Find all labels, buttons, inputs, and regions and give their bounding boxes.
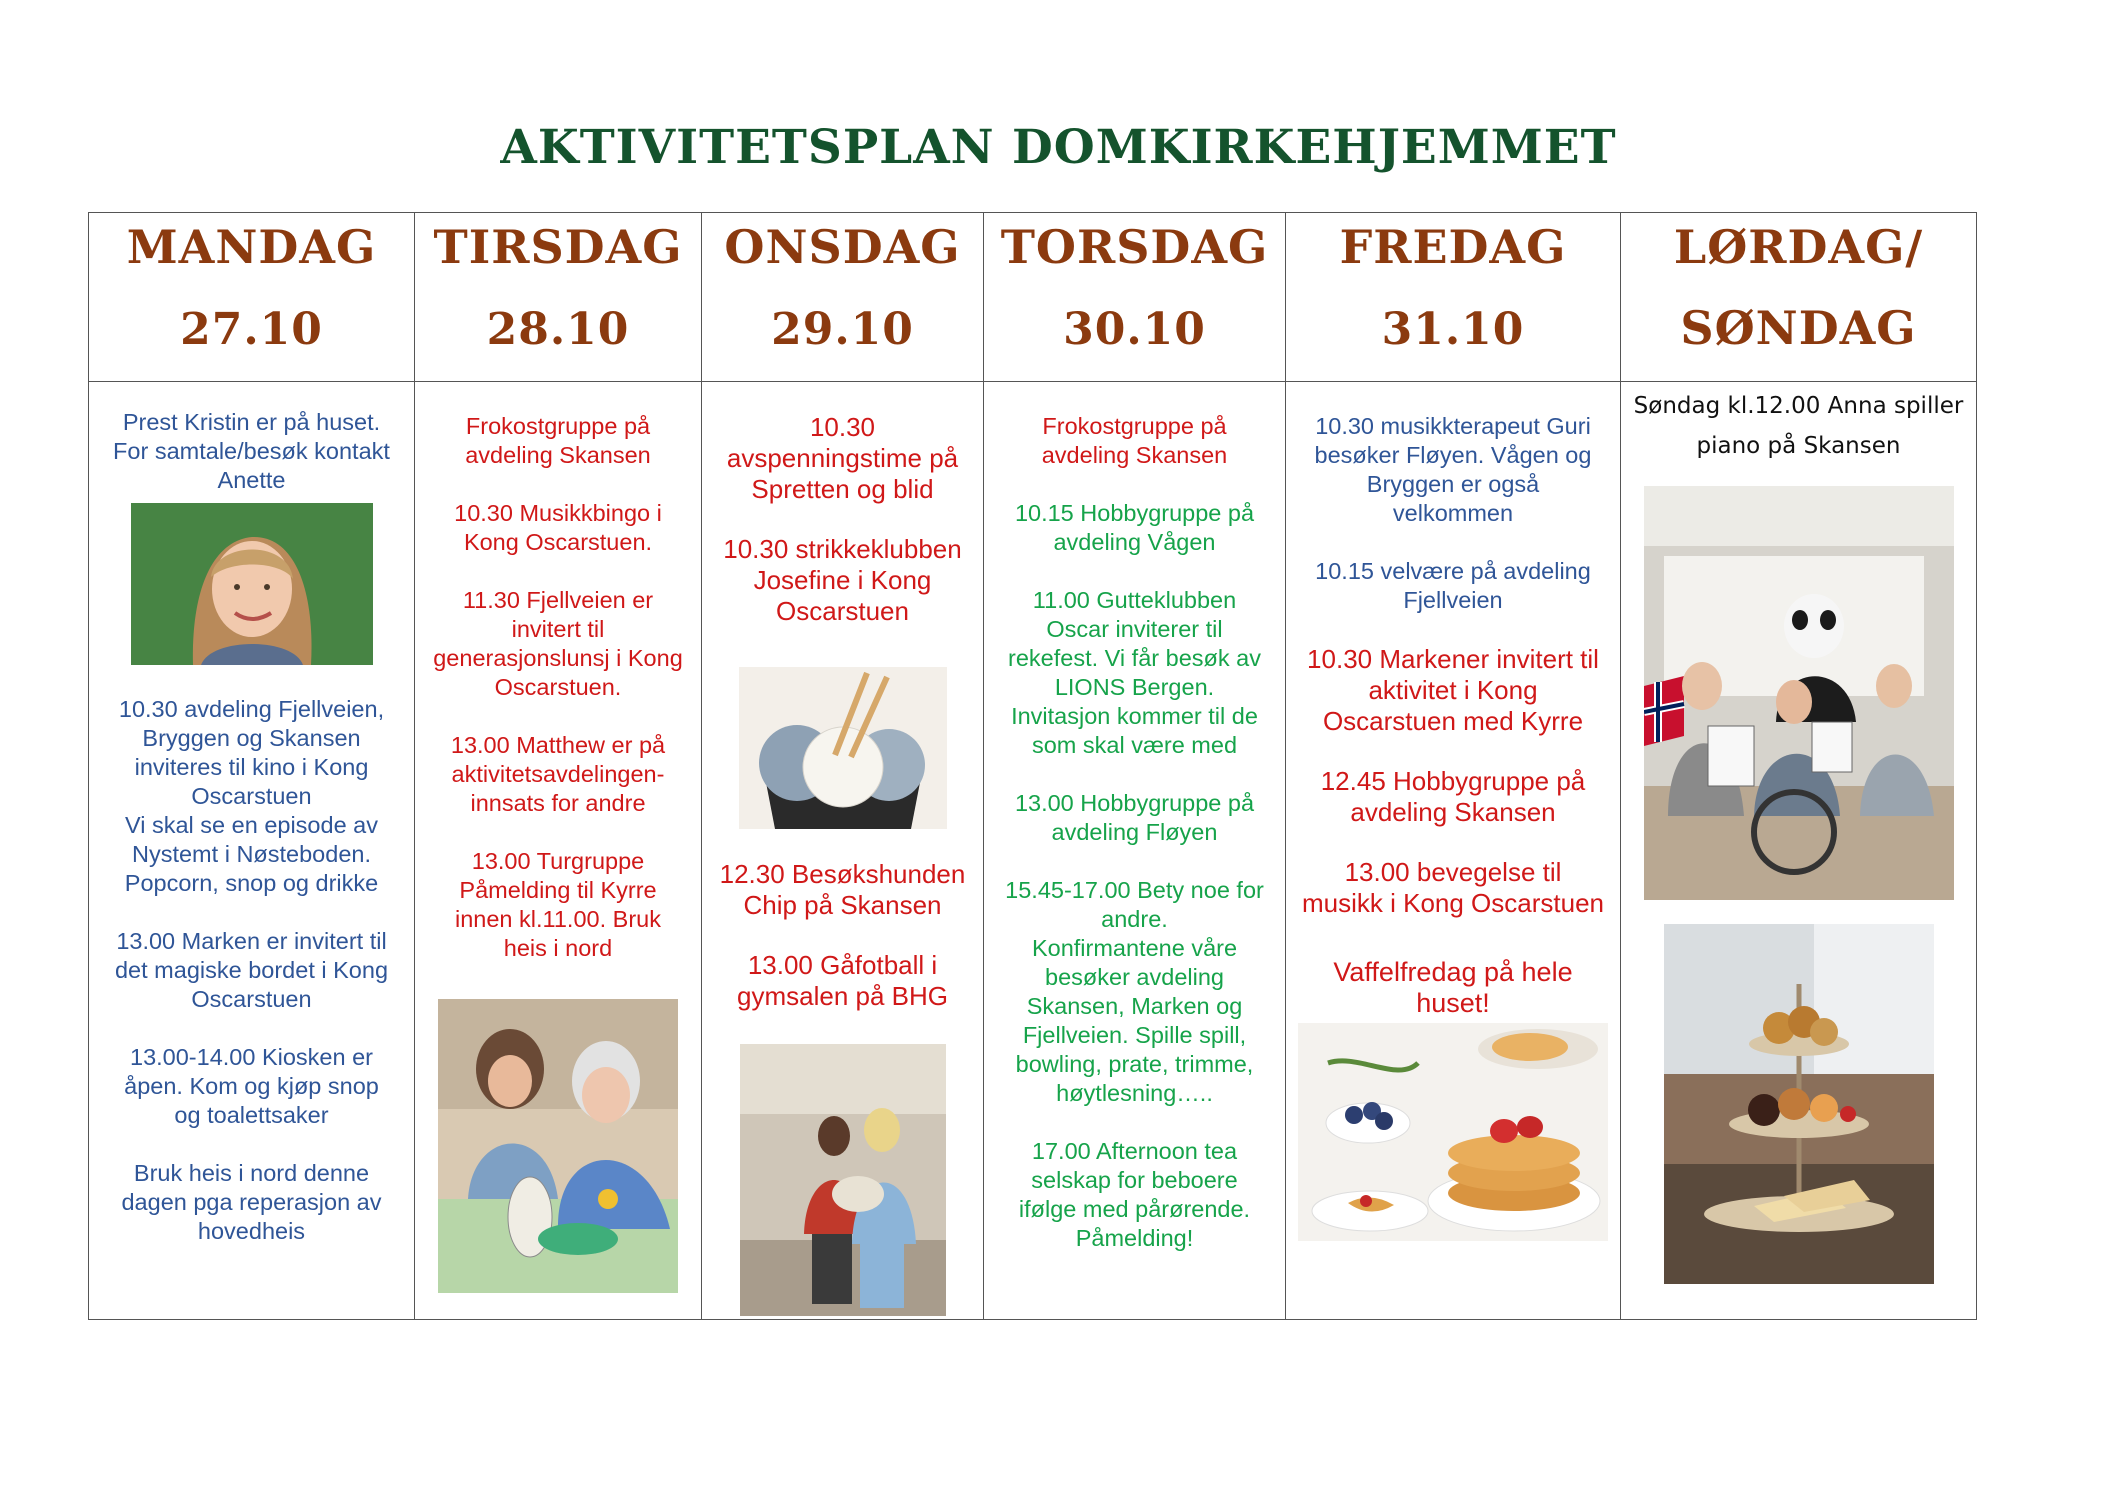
activity-plan-table bbox=[88, 212, 1977, 1320]
day-header-row bbox=[89, 213, 1977, 382]
wednesday-besokshund: 12.30 Besøkshunden Chip på Skansen bbox=[719, 859, 966, 920]
tuesday-cell bbox=[415, 382, 702, 1320]
wednesday-cell bbox=[702, 382, 984, 1320]
activities-row bbox=[89, 382, 1977, 1320]
monday-kino: 10.30 avdeling Fjellveien, Bryggen og Skansen inviteres til kino i Kong Oscarstuen Vi skal se en episode av Nystemt i Nøsteboden. Popcorn, snop og drikke bbox=[118, 696, 385, 896]
cake-stand-photo bbox=[1664, 924, 1934, 1284]
friday-vaffelfredag: Vaffelfredag på hele huset! bbox=[1333, 957, 1573, 1018]
day-name: LØRDAG/ bbox=[1673, 220, 1924, 274]
day-name: MANDAG bbox=[126, 220, 377, 274]
priest-portrait-photo bbox=[131, 503, 373, 665]
header-weekend bbox=[1621, 213, 1977, 382]
waffles-photo bbox=[1298, 1023, 1608, 1241]
monday-cell bbox=[89, 382, 415, 1320]
tuesday-matthew: 13.00 Matthew er på aktivitetsavdelingen- innsats for andre bbox=[450, 732, 666, 816]
wednesday-gafotball: 13.00 Gåfotball i gymsalen på BHG bbox=[737, 950, 948, 1011]
day-name: TIRSDAG bbox=[433, 220, 683, 274]
monday-heis: Bruk heis i nord denne dagen pga reperasjon av hovedheis bbox=[121, 1160, 382, 1244]
thursday-hobby-floyen: 13.00 Hobbygruppe på avdeling Fløyen bbox=[1014, 790, 1255, 845]
friday-musikkterapeut: 10.30 musikkterapeut Guri besøker Fløyen. Vågen og Bryggen er også velkommen bbox=[1314, 413, 1592, 526]
tuesday-lunsj: 11.30 Fjellveien er invitert til generasjonslunsj i Kong Oscarstuen. bbox=[433, 587, 683, 700]
knitting-yarn-photo bbox=[739, 667, 947, 829]
day-date: 30.10 bbox=[1063, 303, 1206, 355]
day-date: 29.10 bbox=[771, 303, 914, 355]
day-name: ONSDAG bbox=[724, 220, 961, 274]
wednesday-strikk: 10.30 strikkeklubben Josefine i Kong Oscarstuen bbox=[723, 534, 962, 626]
weekend-piano: Søndag kl.12.00 Anna spiller piano på Skansen bbox=[1633, 393, 1964, 459]
thursday-konfirmanter: 15.45-17.00 Bety noe for andre. Konfirmantene våre besøker avdeling Skansen, Marken og Fjellveien. Spille spill, bowling, prate, trimme, høytlesning….. bbox=[1005, 877, 1264, 1106]
monday-kiosk: 13.00-14.00 Kiosken er åpen. Kom og kjøp snop og toalettsaker bbox=[124, 1044, 379, 1128]
thursday-gutteklubben: 11.00 Gutteklubben Oscar inviterer til rekefest. Vi får besøk av LIONS Bergen. Invitasjon kommer til de som skal være med bbox=[1008, 587, 1261, 758]
wednesday-avspenning: 10.30 avspenningstime på Spretten og blid bbox=[726, 412, 959, 504]
header-friday bbox=[1286, 213, 1621, 382]
day-name: FREDAG bbox=[1339, 220, 1567, 274]
residents-photo bbox=[1644, 486, 1954, 900]
tuesday-frokost: Frokostgruppe på avdeling Skansen bbox=[465, 413, 651, 468]
day-date: SØNDAG bbox=[1680, 300, 1917, 355]
header-tuesday bbox=[415, 213, 702, 382]
day-date: 28.10 bbox=[486, 303, 630, 355]
tuesday-turgruppe: 13.00 Turgruppe Påmelding til Kyrre innen kl.11.00. Bruk heis i nord bbox=[455, 848, 661, 961]
friday-velvaere: 10.15 velvære på avdeling Fjellveien bbox=[1315, 558, 1591, 613]
day-name: TORSDAG bbox=[1000, 220, 1269, 274]
tuesday-bingo: 10.30 Musikkbingo i Kong Oscarstuen. bbox=[454, 500, 662, 555]
thursday-hobby-vagen: 10.15 Hobbygruppe på avdeling Vågen bbox=[1014, 500, 1255, 555]
friday-cell bbox=[1286, 382, 1621, 1320]
weekend-cell bbox=[1621, 382, 1977, 1320]
header-monday bbox=[89, 213, 415, 382]
header-thursday bbox=[984, 213, 1286, 382]
craft-activity-photo bbox=[438, 999, 678, 1293]
monday-marken: 13.00 Marken er invitert til det magiske bordet i Kong Oscarstuen bbox=[114, 928, 389, 1012]
friday-hobby-skansen: 12.45 Hobbygruppe på avdeling Skansen bbox=[1320, 766, 1586, 827]
friday-bevegelse: 13.00 bevegelse til musikk i Kong Oscarstuen bbox=[1301, 857, 1604, 918]
friday-marken: 10.30 Markener invitert til aktivitet i Kong Oscarstuen med Kyrre bbox=[1307, 644, 1599, 736]
dog-visit-photo bbox=[740, 1044, 946, 1316]
day-date: 31.10 bbox=[1381, 303, 1525, 355]
thursday-frokost: Frokostgruppe på avdeling Skansen bbox=[1041, 413, 1228, 468]
page-title: AKTIVITETSPLAN DOMKIRKEHJEMMET bbox=[500, 120, 1617, 175]
thursday-afternoon-tea: 17.00 Afternoon tea selskap for beboere ifølge med pårørende. Påmelding! bbox=[1018, 1138, 1251, 1251]
header-wednesday bbox=[702, 213, 984, 382]
day-date: 27.10 bbox=[180, 303, 323, 355]
thursday-cell bbox=[984, 382, 1286, 1320]
monday-intro: Prest Kristin er på huset. For samtale/besøk kontakt Anette bbox=[113, 409, 390, 493]
